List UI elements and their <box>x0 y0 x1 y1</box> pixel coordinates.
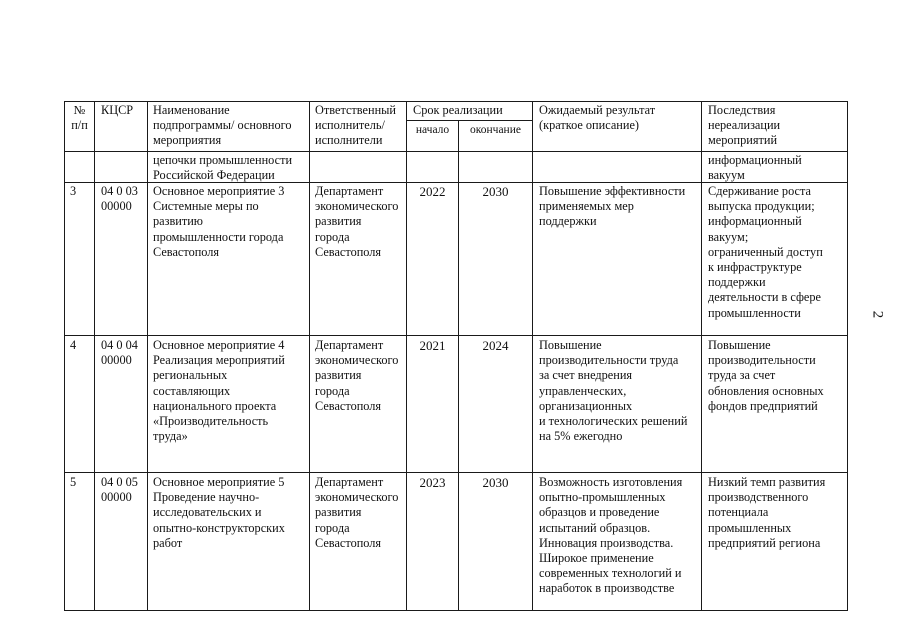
header-consequences: Последствия нереализации мероприятий <box>708 103 781 148</box>
col-line-7 <box>701 101 702 611</box>
row-2-executor: Департамент экономического развития города Севастополя <box>315 338 399 413</box>
row-3-kcsr: 04 0 05 00000 <box>101 475 138 505</box>
col-line-1 <box>94 101 95 611</box>
header-no: № п/п <box>71 103 88 133</box>
header-result: Ожидаемый результат (краткое описание) <box>539 103 656 133</box>
row-1-start: 2022 <box>419 184 446 199</box>
row-0-name: цепочки промышленности Российской Федерации <box>153 153 293 183</box>
row-1-no: 3 <box>70 184 77 198</box>
row-1-consequences: Сдерживание роста выпуска продукции; информационный вакуум; ограниченный доступ к инфраструктуре поддержки деятельности в сфере промышленности <box>708 184 823 320</box>
row-1-name: Основное мероприятие 3 Системные меры по развитию промышленности города Севастополя <box>153 184 285 259</box>
row-1-end: 2030 <box>482 184 509 199</box>
header-executor: Ответственный исполнитель/ исполнители <box>315 103 396 148</box>
row-3-consequences: Низкий темп развития производственного потенциала промышленных предприятий региона <box>708 475 826 550</box>
row-3-result: Возможность изготовления опытно-промышленных образцов и проведение испытаний образцов. Инновация производства. Широкое применение современных технологий и наработок в производстве <box>539 475 683 596</box>
table-bottom-border <box>64 610 848 611</box>
col-line-8 <box>847 101 848 611</box>
period-subheader-divider <box>406 120 532 121</box>
col-line-3 <box>309 101 310 611</box>
row-1-result: Повышение эффективности применяемых мер поддержки <box>539 184 686 229</box>
header-start: начало <box>415 124 450 136</box>
row-2-kcsr: 04 0 04 00000 <box>101 338 138 368</box>
row-border-3 <box>64 472 848 473</box>
row-0-consequences: информационный вакуум <box>708 153 802 183</box>
row-2-no: 4 <box>70 338 77 352</box>
row-3-no: 5 <box>70 475 77 489</box>
row-2-end: 2024 <box>482 338 509 353</box>
col-line-6 <box>532 101 533 611</box>
row-2-start: 2021 <box>419 338 446 353</box>
header-name: Наименование подпрограммы/ основного мероприятия <box>153 103 292 148</box>
header-period: Срок реализации <box>413 103 503 117</box>
page-number: 2 <box>869 310 886 319</box>
col-line-0 <box>64 101 65 611</box>
row-2-name: Основное мероприятие 4 Реализация мероприятий региональных составляющих национального проекта «Производительность труда» <box>153 338 285 444</box>
col-line-4 <box>406 101 407 611</box>
row-2-consequences: Повышение производительности труда за счет обновления основных фондов предприятий <box>708 338 824 413</box>
header-kcsr: КЦСР <box>101 103 134 117</box>
row-3-start: 2023 <box>419 475 446 490</box>
table-top-border <box>64 101 848 102</box>
header-bottom-border <box>64 151 848 152</box>
row-3-end: 2030 <box>482 475 509 490</box>
row-3-name: Основное мероприятие 5 Проведение научно- исследовательских и опытно-конструкторских работ <box>153 475 285 550</box>
header-end: окончание <box>470 124 521 136</box>
row-1-kcsr: 04 0 03 00000 <box>101 184 138 214</box>
row-2-result: Повышение производительности труда за счет внедрения управленческих, организационных и технологических решений на 5% ежегодно <box>539 338 688 444</box>
row-border-2 <box>64 335 848 336</box>
row-1-executor: Департамент экономического развития города Севастополя <box>315 184 399 259</box>
col-line-2 <box>147 101 148 611</box>
row-3-executor: Департамент экономического развития города Севастополя <box>315 475 399 550</box>
